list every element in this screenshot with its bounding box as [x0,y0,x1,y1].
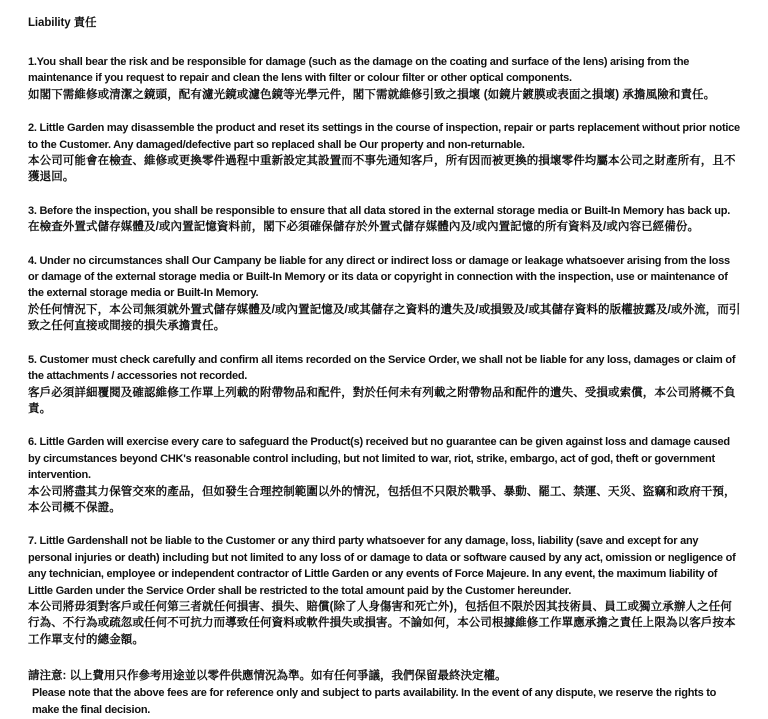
section-text-zh: 客戶必須詳細覆閱及確認維修工作單上列載的附帶物品和配件，對於任何未有列載之附帶物品和配件的遺失、受損或索償，本公司將概不負責。 [28,386,736,415]
section-text-zh: 本公司將盡其力保管交來的產品，但如發生合理控制範圍以外的情況，包括但不只限於戰爭、暴動、罷工、禁運、天災、盜竊和政府干預，本公司概不保證。 [28,485,736,514]
section-text-en: 2. Little Garden may disassemble the product and reset its settings in the course of inspection, repair or parts replacement without prior notice to the Customer. Any damaged/defective part so replaced shall be Our property and non-returnable. [28,122,740,151]
section-text-zh: 本公司可能會在檢查、維修或更換零件過程中重新設定其設置而不事先通知客戶，所有因而被更換的損壞零件均屬本公司之財產所有，且不獲退回。 [28,155,736,184]
terms-section-5 [28,352,742,418]
section-text-zh: 於任何情況下，本公司無須就外置式儲存媒體及/或內置記憶及/或其儲存之資料的遺失及/或損毀及/或其儲存資料的版權披露及/或外流，而引致之任何直接或間接的損失承擔責任。 [28,303,741,333]
notice-text-en: Please note that the above fees are for reference only and subject to parts availability. In the event of any dispute, we reserve the rights to make the final decision. [32,687,717,717]
section-text-en: 3. Before the inspection, you shall be responsible to ensure that all data stored in the external storage media or Built-In Memory has back up. [28,204,731,217]
notice-text-zh: 請注意: 以上費用只作參考用途並以零件供應情況為準。如有任何爭議，我們保留最終決定權。 [28,670,507,683]
section-text-en: 1.You shall bear the risk and be responsible for damage (such as the damage on the coating and surface of the lens) arising from the maintenance if you request to repair and clean the lens with filter or colour filter or other optical components. [28,56,690,85]
page-title: Liability 責任 [28,17,97,29]
section-text-zh: 本公司將毋須對客戶或任何第三者就任何損害、損失、賠償(除了人身傷害和死亡外)，包括但不限於因其技術員、員工或獨立承辦人之任何行為、不行為或疏忽或任何不可抗力而導致任何資料或軟件損失或損害。不論如何，本公司根據維修工作單應承擔之責任上限為以客戶按本工作單支付的總金額。 [28,600,736,646]
terms-section-7 [28,533,742,648]
section-text-en: 5. Customer must check carefully and confirm all items recorded on the Service Order, we shall not be liable for any loss, damages or claim of the attachments / accessories not recorded. [28,353,736,383]
section-text-en: 6. Little Garden will exercise every care to safeguard the Product(s) received but no guarantee can be given against loss and damage caused by circumstances beyond CHK's reasonable control including, but not limited to war, riot, strike, embargo, act of god, theft or government intervention. [28,436,730,482]
terms-section-1 [28,54,742,103]
section-text-zh: 在檢查外置式儲存媒體及/或內置記憶資料前，閣下必須確保儲存於外置式儲存媒體內及/或內置記憶的所有資料及/或內容已經備份。 [28,221,700,234]
section-text-zh: 如閣下需維修或清潔之鏡頭，配有濾光鏡或濾色鏡等光學元件，閣下需就維修引致之損壞 (如鏡片鍍膜或表面之損壞) 承擔風險和責任。 [28,88,716,101]
section-text-en: 7. Little Gardenshall not be liable to the Customer or any third party whatsoever for any damage, loss, liability (save and except for any personal injuries or death) including but not limited to any loss of or damage to data or software caused by any act, omission or negligence of any technician, employee or independent contractor of Little Garden or any events of Force Majeure. In any event, the maximum liability of Little Garden under the Service Order shall be restricted to the total amount paid by the Customer hereunder. [28,535,736,597]
notice-block [28,668,742,719]
terms-section-2 [28,120,742,186]
terms-section-3 [28,203,742,236]
section-text-en: 4. Under no circumstances shall Our Campany be liable for any direct or indirect loss or damage or leakage whatsoever arising from the loss or damage of the external storage media or Built-In Memory or its data or copyright in connection with the inspection, use or maintenance of the external storage media or Built-In Memory. [28,254,730,300]
terms-section-6 [28,434,742,516]
terms-section-4 [28,253,742,335]
